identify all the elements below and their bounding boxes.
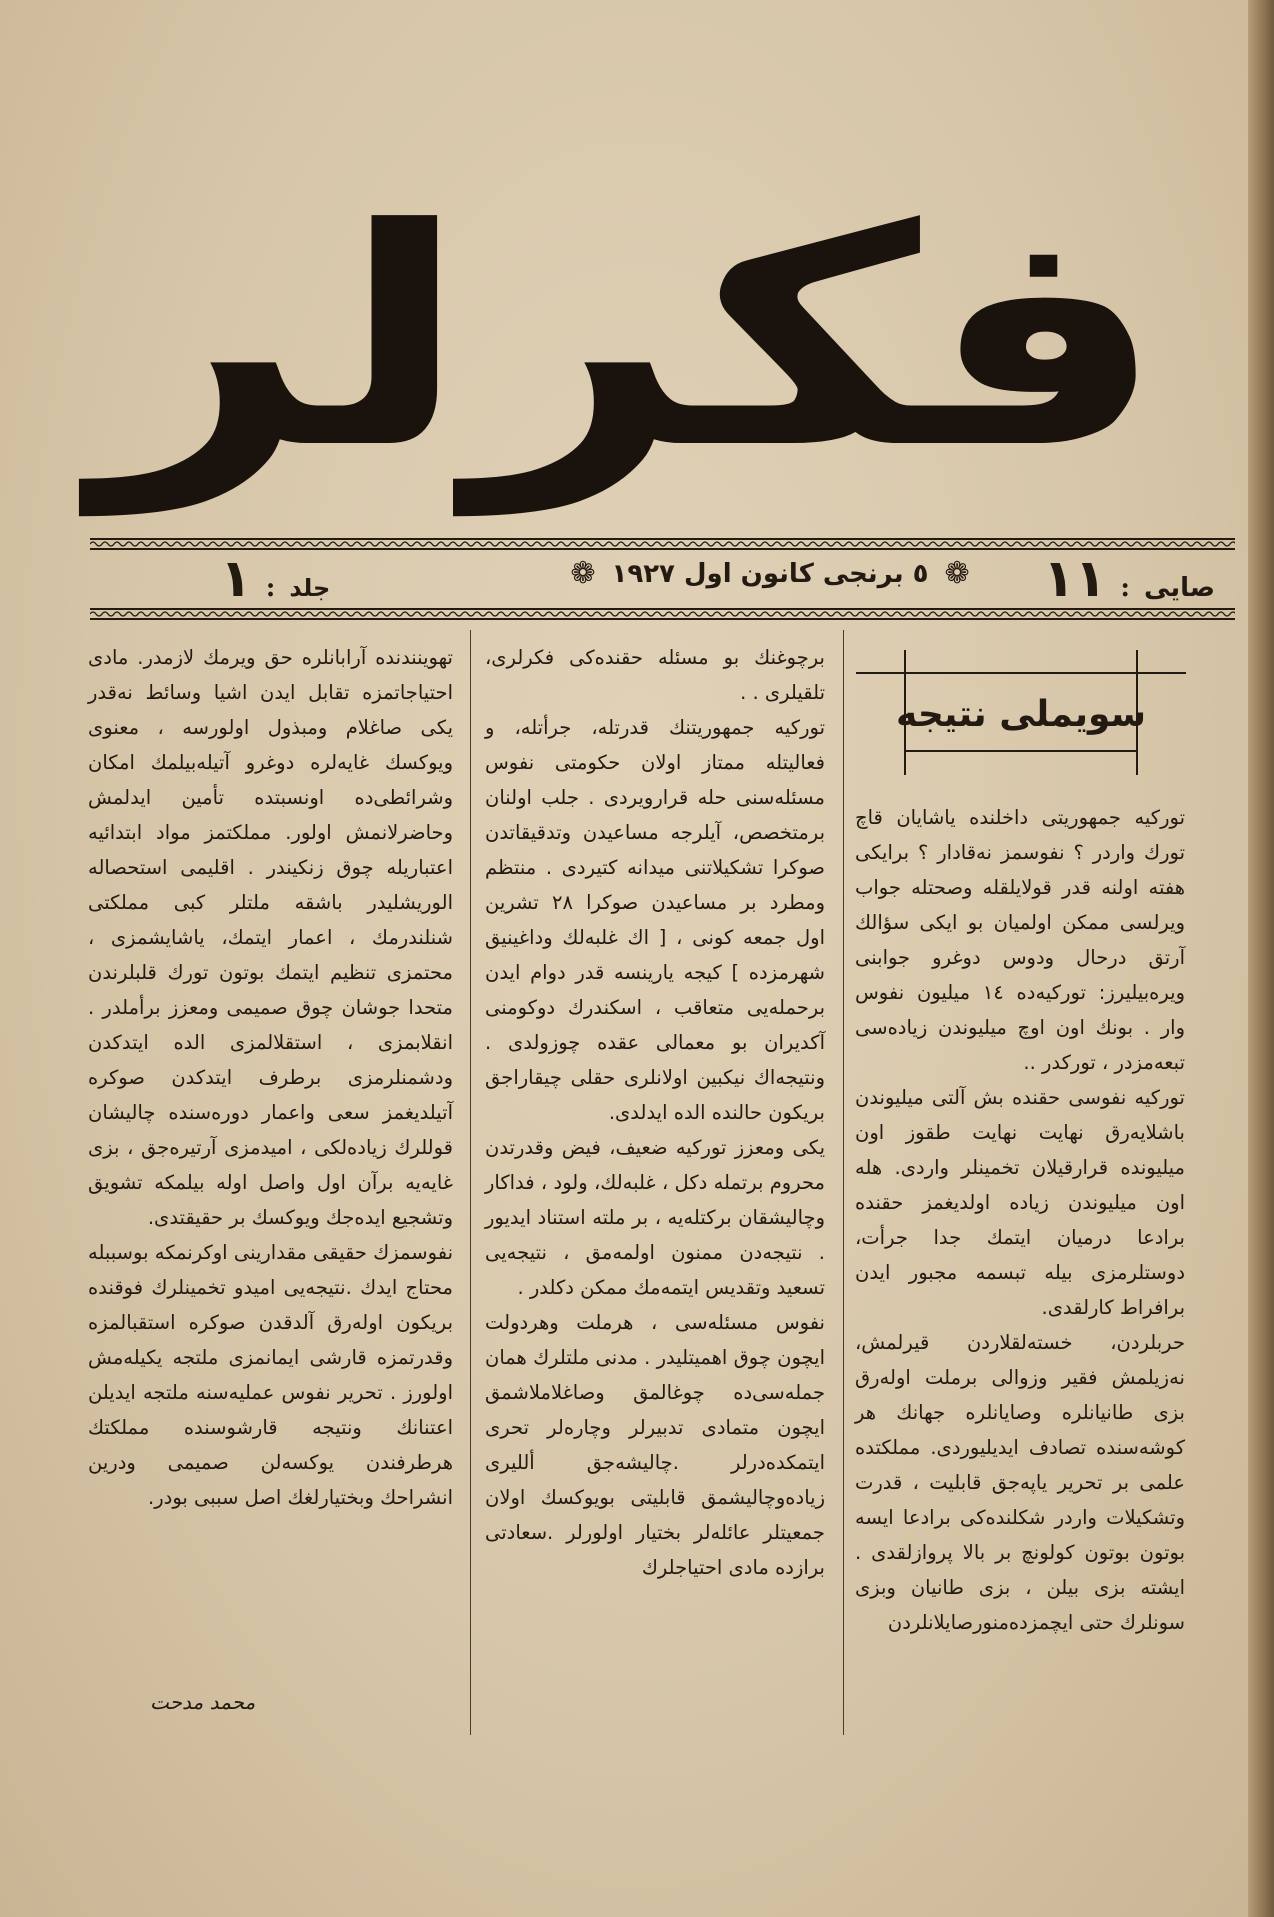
issue-separator: : [1120,573,1131,603]
column-divider [470,630,471,1735]
volume-block [220,549,330,609]
column-middle [485,640,825,1585]
issue-label: صایی [1144,573,1215,603]
volume-label: جلد [289,574,331,602]
wave-ornament [90,542,1235,546]
column-divider [843,630,844,1735]
date-block [570,556,970,591]
masthead-title: فکرلر [94,165,1166,514]
paragraph: توركيه جمهوريتنك قدرتله، جرأتله، و فعاليتله ممتاز اولان حكومتی نفوس مسئله‌سنی حله قرارويردی . جلب اولنان برمتخصص، آيلرجه مساعيدن وتدقيقاتدن صوكرا تشكيلاتنی ميدانه كتيردی . منتظم ومطرد بر مساعيدن صوكرا ٢٨ تشرين اول جمعه كونی ، [ اك غلبه‌لك وداغينيق شهرمزده ] كيجه يارينسه قدر دوام ايدن برحمله‌يی متعاقب ، اسكندرك دوكومنی آكديران بو معمالی عقده چوزولدی . ونتيجه‌اك نيكبين اولانلری حقلی چيقاراجق بريكون حالنده الده ايدلدی. [485,716,825,1124]
column-right [855,800,1185,1640]
paragraph: نفوسمزك حقيقی مقدارينی اوكرنمكه بوسببله محتاج ايدك .نتيجه‌يی اميدو تخمينلرك فوقنده بريكون اوله‌رق آلدقدن صوكره استقبالمزه وقدرتمزه قارشی ايمانمزی ملتجه يكيله‌مش اولورز . تحرير نفوس عمليه‌سنه ملتجه ايديلن اعتنانك ونتيجه قارشوسنده مملكتك هرطرفندن يوكسه‌لن صميمی ودرين انشراحك وبختيارلغك اصل سببی بودر. [88,1241,453,1509]
paragraph: توركيه نفوسی حقنده بش آلتی ميليوندن باشلايه‌رق نهايت نهايت طقوز اون ميليونده قرارقيلان تخمينلر واردی. هله اون ميليوندن زياده اولديغمز حقنده برادعا درميان ايتمك جدا جرأت، دوستلرمزی بيله تبسمه مجبور ايدن برافراط كارلقدی. [855,1086,1185,1319]
ornamental-rule-bottom [90,607,1235,621]
issue-date: ٥ برنجی كانون اول ١٩٢٧ [611,559,929,589]
flower-ornament-icon: ❁ [944,556,970,591]
wave-ornament [90,612,1235,616]
paragraph: تهوينندنده آرابانلره حق ويرمك لازمدر. مادی احتياجاتمزه تقابل ايدن اشيا وسائط نه‌قدر يكی صاغلام ومبذول اولورسه ، معنوی ويوكسك غايه‌لره دوغرو آتيله‌بيلمك امكان وشرائطی‌ده اونسبتده تأمين ايدلمش وحاضرلانمش اولور. مملكتمز مواد ابتدائيه اعتباريله چوق زنكيندر . اقليمی استحصاله الوريشليدر باشقه ملتلر كبی مملكتی شنلندرمك ، اعمار ايتمك، ياشايشمزی ، محتمزی تنظيم ايتمك بوتون تورك قلبلرندن متحدا جوشان چوق صميمی ومعزز برأملدر . انقلابمزی ، استقلالمزی الده ايتدكدن ودشمنلرمزی برطرف ايتدكدن صوكره آتيلديغمز سعی واعمار دوره‌سنده چاليشان قوللرك زياده‌لكی ، اميدمزی آرتيره‌جق ، بزی غايه‌يه برآن اول واصل اوله بيلمكه تشويق وتشجيع ايده‌جك ويوكسك بر حقيقتدی. [88,646,453,1229]
page-edge [1248,0,1274,1917]
article-title: سویملی نتیجه [896,694,1146,735]
volume-separator: : [265,573,276,603]
paragraph: برچوغنك بو مسئله حقنده‌كی فكرلری، تلقيلری . . [485,646,825,704]
paragraph: توركيه جمهوريتی داخلنده ياشايان قاچ تورك واردر ؟ نفوسمز نه‌قادار ؟ برايكی هفته اولنه قدر قولايلقله وصحتله جواب ويرلسی ممكن اولميان بو ايكی سؤالك آرتق درحال ودوس دوغرو جوابنی ويره‌بيليرز: توركيه‌ده ١٤ ميليون نفوس وار . بونك اون اوچ ميليوندن زياده‌سی تبعه‌مزدر ، توركدر .. [855,806,1185,1074]
author-signature: محمد مدحت [150,1690,256,1714]
paragraph: حربلردن، خسته‌لقلاردن قيرلمش، نه‌زيلمش فقير وزوالی برملت اوله‌رق بزی طانيانلره وصايانلره جهانك هر كوشه‌سنده تصادف ايديليوردی. مملكتده علمی بر تحرير ياپه‌جق قابليت ، قدرت وتشكيلات واردر شكلنده‌كی برادعا ايسه بوتون بوتون كولونچ بر بالا پروازلقدی . ايشته بزی بيلن ، بزی طانيان وبزی سونلرك حتی ايچمزده‌منورصايلانلردن [855,1331,1185,1634]
dateline [90,549,1235,609]
volume-number: ١ [220,549,252,609]
paragraph: نفوس مسئله‌سی ، هرملت وهردولت ايچون چوق اهميتليدر . مدنی ملتلرك همان جمله‌سی‌ده چوغالمق وصاغلاملاشمق ايچون متمادی تدبيرلر وچاره‌لر تحری ايتمكده‌درلر .چاليشه‌جق ألليری زياده‌وچاليشمق قابليتی بويوكسك اولان جمعيتلر عائله‌لر بختيار اولورلر .سعادتی برازده مادی احتياجلرك [485,1311,825,1579]
article-heading-box [856,650,1186,775]
issue-block [1043,549,1215,609]
masthead [94,150,1166,540]
issue-number: ١١ [1042,549,1107,609]
column-left [88,640,453,1515]
paragraph: يكی ومعزز توركيه ضعيف، فيض وقدرتدن محروم برتمله دكل ، غلبه‌لك، ولود ، فداكار وچاليشقان بركتله‌يه ، بر ملته استناد ايديور . نتيجه‌دن ممنون اولمه‌مق ، نتيجه‌يی تسعيد وتقديس ايتمه‌مك ممكن دكلدر . [485,1136,825,1299]
flower-ornament-icon: ❁ [570,556,596,591]
